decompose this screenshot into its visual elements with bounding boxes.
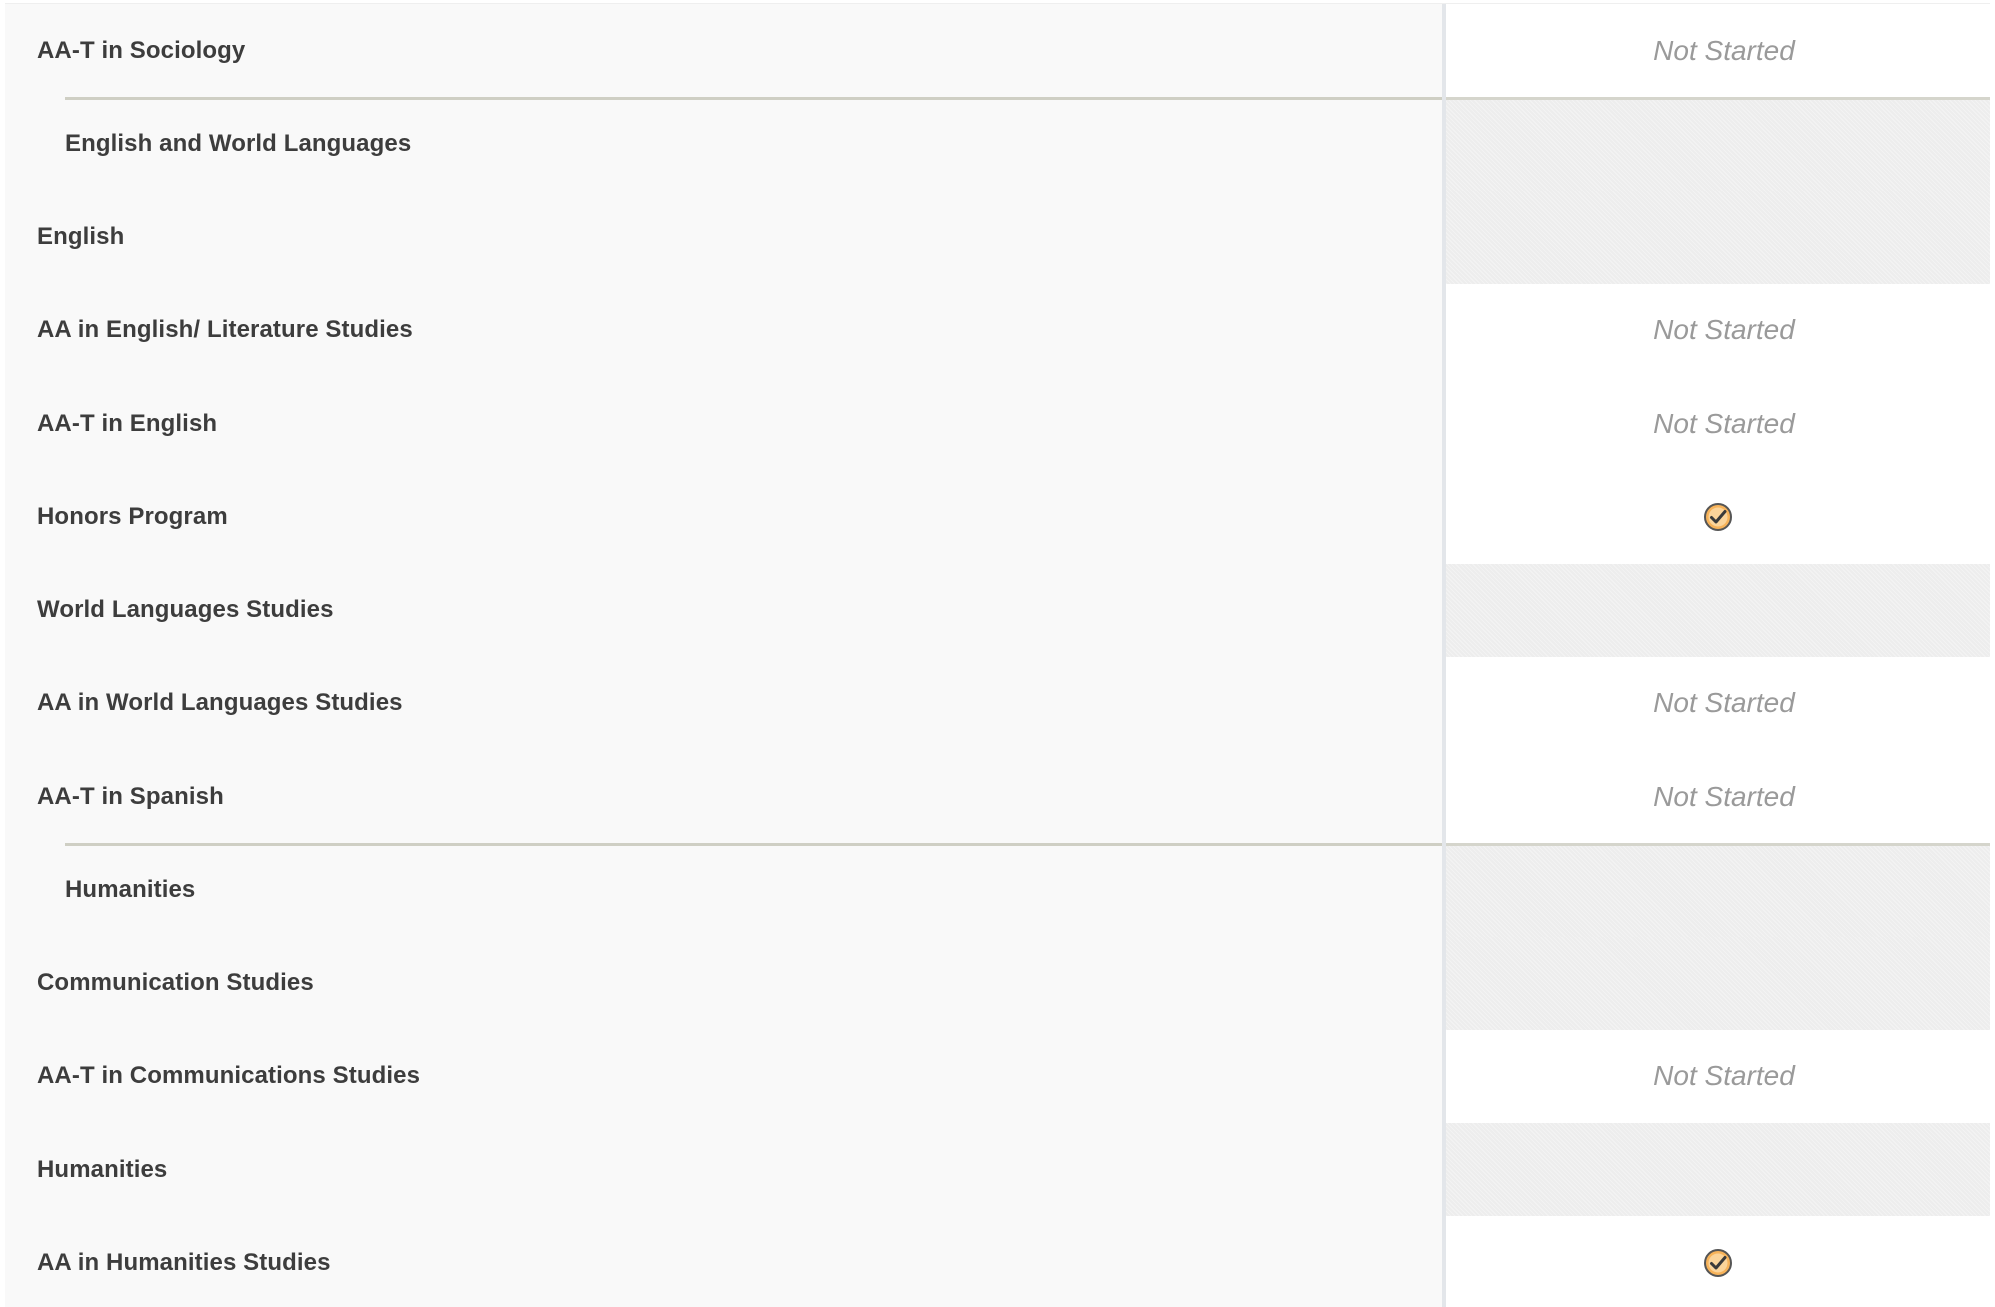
- status-cell-empty: [1446, 97, 1990, 190]
- status-cell-empty: [1446, 843, 1990, 936]
- subgroup-row: [5, 564, 1990, 657]
- status-label: Not Started: [1653, 407, 1795, 439]
- program-name: Honors Program: [37, 502, 228, 530]
- check-icon: [1703, 502, 1733, 532]
- program-name-cell: [5, 1030, 1442, 1123]
- subgroup-row: [5, 191, 1990, 284]
- subgroup-name: Communication Studies: [37, 969, 314, 997]
- subgroup-name-cell: [5, 937, 1442, 1030]
- program-name-cell: [5, 657, 1442, 750]
- program-name: AA in English/ Literature Studies: [37, 316, 413, 344]
- status-cell: [1446, 284, 1990, 377]
- program-table: [5, 3, 1990, 1307]
- status-cell-empty: [1446, 191, 1990, 284]
- program-name: AA-T in Spanish: [37, 782, 224, 810]
- subgroup-name-cell: [5, 1123, 1442, 1216]
- subgroup-name: English: [37, 223, 125, 251]
- status-cell-empty: [1446, 1123, 1990, 1216]
- status-label: Not Started: [1653, 314, 1795, 346]
- status-label: Not Started: [1653, 780, 1795, 812]
- table-row: [5, 657, 1990, 750]
- subgroup-name-cell: [5, 564, 1442, 657]
- group-name: Humanities: [65, 875, 196, 903]
- subgroup-name: Humanities: [37, 1155, 168, 1183]
- status-cell-empty: [1446, 937, 1990, 1030]
- status-cell: [1446, 657, 1990, 750]
- program-name-cell: [5, 470, 1442, 563]
- status-cell: [1446, 377, 1990, 470]
- subgroup-row: [5, 937, 1990, 1030]
- program-name: AA-T in English: [37, 409, 218, 437]
- status-cell: [1446, 1216, 1990, 1307]
- program-name-cell: [5, 1216, 1442, 1307]
- table-row: [5, 377, 1990, 470]
- program-name: AA in World Languages Studies: [37, 689, 403, 717]
- program-name-cell: [5, 750, 1442, 843]
- check-icon: [1703, 1248, 1733, 1278]
- program-name-cell: [5, 284, 1442, 377]
- subgroup-name: World Languages Studies: [37, 596, 334, 624]
- status-label: Not Started: [1653, 1060, 1795, 1092]
- group-name-cell: [5, 97, 1442, 190]
- program-name-cell: [5, 4, 1442, 97]
- status-cell: [1446, 1030, 1990, 1123]
- program-name: AA-T in Sociology: [37, 36, 246, 64]
- subgroup-name-cell: [5, 191, 1442, 284]
- table-row: [5, 1216, 1990, 1307]
- program-name-cell: [5, 377, 1442, 470]
- group-name: English and World Languages: [65, 129, 412, 157]
- program-name: AA in Humanities Studies: [37, 1248, 331, 1276]
- status-label: Not Started: [1653, 687, 1795, 719]
- status-cell: [1446, 470, 1990, 563]
- table-row: [5, 750, 1990, 843]
- group-name-cell: [5, 843, 1442, 936]
- group-header-row: [5, 97, 1990, 190]
- program-name: AA-T in Communications Studies: [37, 1062, 421, 1090]
- group-header-row: [5, 843, 1990, 936]
- table-row: [5, 1030, 1990, 1123]
- status-cell: [1446, 4, 1990, 97]
- table-row: [5, 470, 1990, 563]
- status-cell: [1446, 750, 1990, 843]
- status-cell-empty: [1446, 564, 1990, 657]
- table-row: [5, 284, 1990, 377]
- subgroup-row: [5, 1123, 1990, 1216]
- table-row: [5, 4, 1990, 97]
- status-label: Not Started: [1653, 34, 1795, 66]
